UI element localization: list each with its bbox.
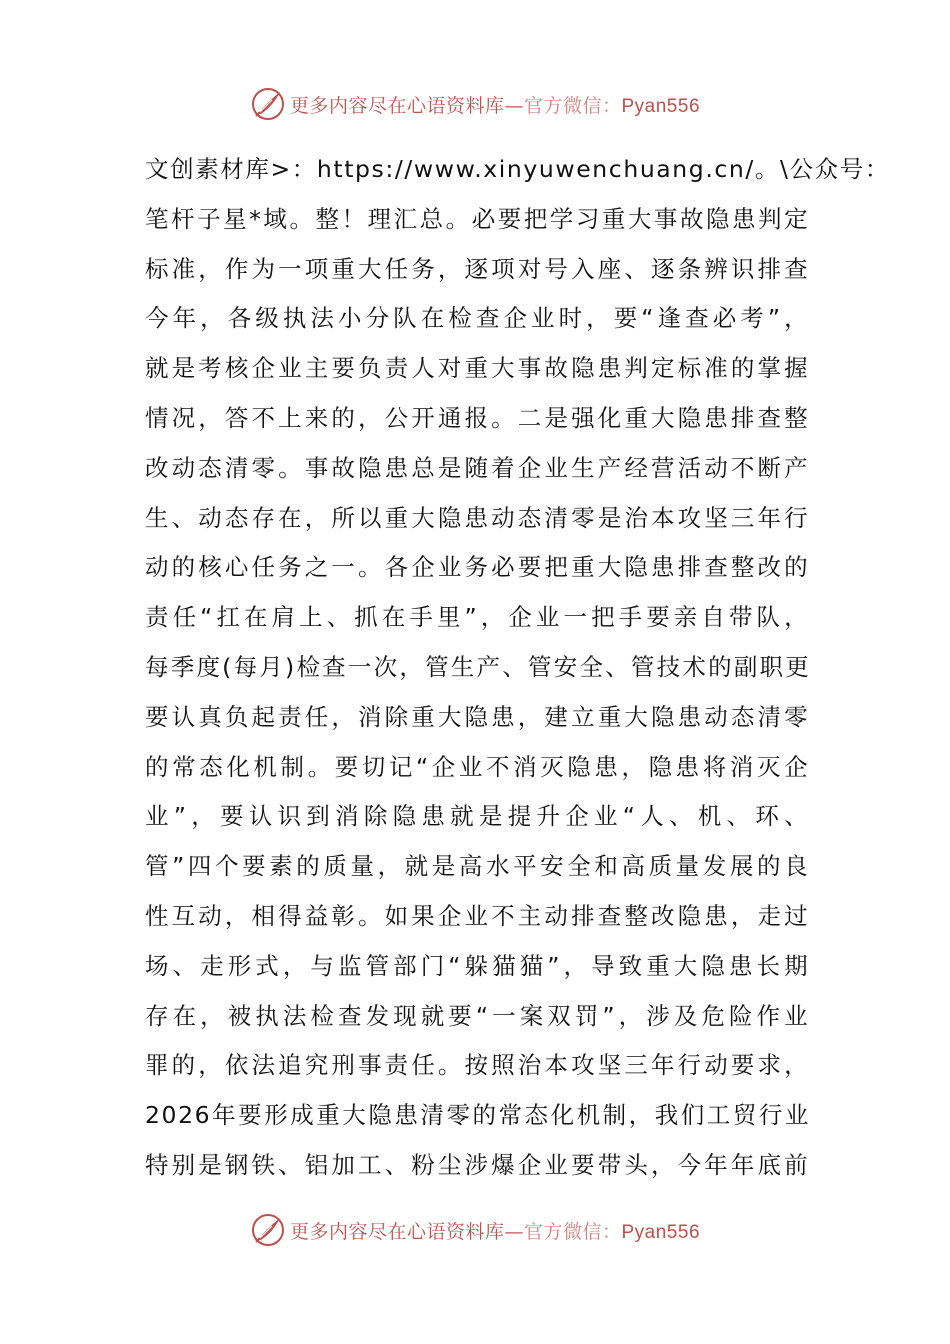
text-line: 的常态化机制。要切记“企业不消灭隐患，隐患将消灭企 [145, 752, 810, 781]
text-line: 存在，被执法检查发现就要“一案双罚”，涉及危险作业 [145, 1001, 810, 1030]
text-line: 要认真负起责任，消除重大隐患，建立重大隐患动态清零 [145, 702, 810, 731]
text-line: 情况，答不上来的，公开通报。二是强化重大隐患排查整 [145, 403, 810, 432]
text-line: 笔杆子星*域。整！理汇总。必要把学习重大事故隐患判定 [145, 204, 810, 233]
text-line: 每季度(每月)检查一次，管生产、管安全、管技术的副职更 [145, 652, 810, 681]
banner-wechat-id: Pyan556 [621, 1221, 701, 1243]
text-line: 生、动态存在，所以重大隐患动态清零是治本攻坚三年行 [145, 503, 810, 532]
document-body [145, 145, 890, 1191]
text-line: 就是考核企业主要负责人对重大事故隐患判定标准的掌握 [145, 354, 810, 383]
footer-banner [0, 1210, 950, 1250]
banner-text [290, 1217, 700, 1244]
banner-separator: — [504, 94, 524, 117]
text-line: 改动态清零。事故隐患总是随着企业生产经营活动不断产 [145, 453, 810, 482]
text-line: 2026年要形成重大隐患清零的常态化机制，我们工贸行业 [145, 1101, 810, 1130]
banner-site-text: 更多内容尽在心语资料库 [289, 94, 505, 117]
text-line: 责任“扛在肩上、抓在手里”，企业一把手要亲自带队， [145, 603, 810, 632]
banner-separator: — [504, 1220, 524, 1243]
text-line: 场、走形式，与监管部门“躲猫猫”，导致重大隐患长期 [145, 951, 810, 980]
text-line: 今年，各级执法小分队在检查企业时，要“逢查必考”， [145, 304, 810, 333]
banner-site-text: 更多内容尽在心语资料库 [289, 1220, 505, 1243]
text-line: 标准，作为一项重大任务，逐项对号入座、逐条辨识排查 [145, 254, 810, 283]
header-banner [0, 84, 950, 124]
text-line: 动的核心任务之一。各企业务必要把重大隐患排查整改的 [145, 553, 810, 582]
text-line: 性互动，相得益彰。如果企业不主动排查整改隐患，走过 [145, 901, 810, 930]
quill-pen-logo-icon [250, 1212, 286, 1248]
banner-wechat-id: Pyan556 [621, 95, 701, 117]
text-line: 文创素材库>：https://www.xinyuwenchuang.cn/。\公众号： [145, 155, 890, 183]
text-line: 管”四个要素的质量，就是高水平安全和高质量发展的良 [145, 852, 810, 881]
banner-official-label: 官方微信： [523, 1220, 622, 1243]
banner-official-label: 官方微信： [523, 94, 622, 117]
text-line: 业”，要认识到消除隐患就是提升企业“人、机、环、 [145, 802, 810, 831]
banner-text [290, 91, 700, 118]
text-line: 特别是钢铁、铝加工、粉尘涉爆企业要带头，今年年底前 [145, 1150, 810, 1179]
text-line: 罪的，依法追究刑事责任。按照治本攻坚三年行动要求， [145, 1051, 810, 1080]
quill-pen-logo-icon [250, 86, 286, 122]
